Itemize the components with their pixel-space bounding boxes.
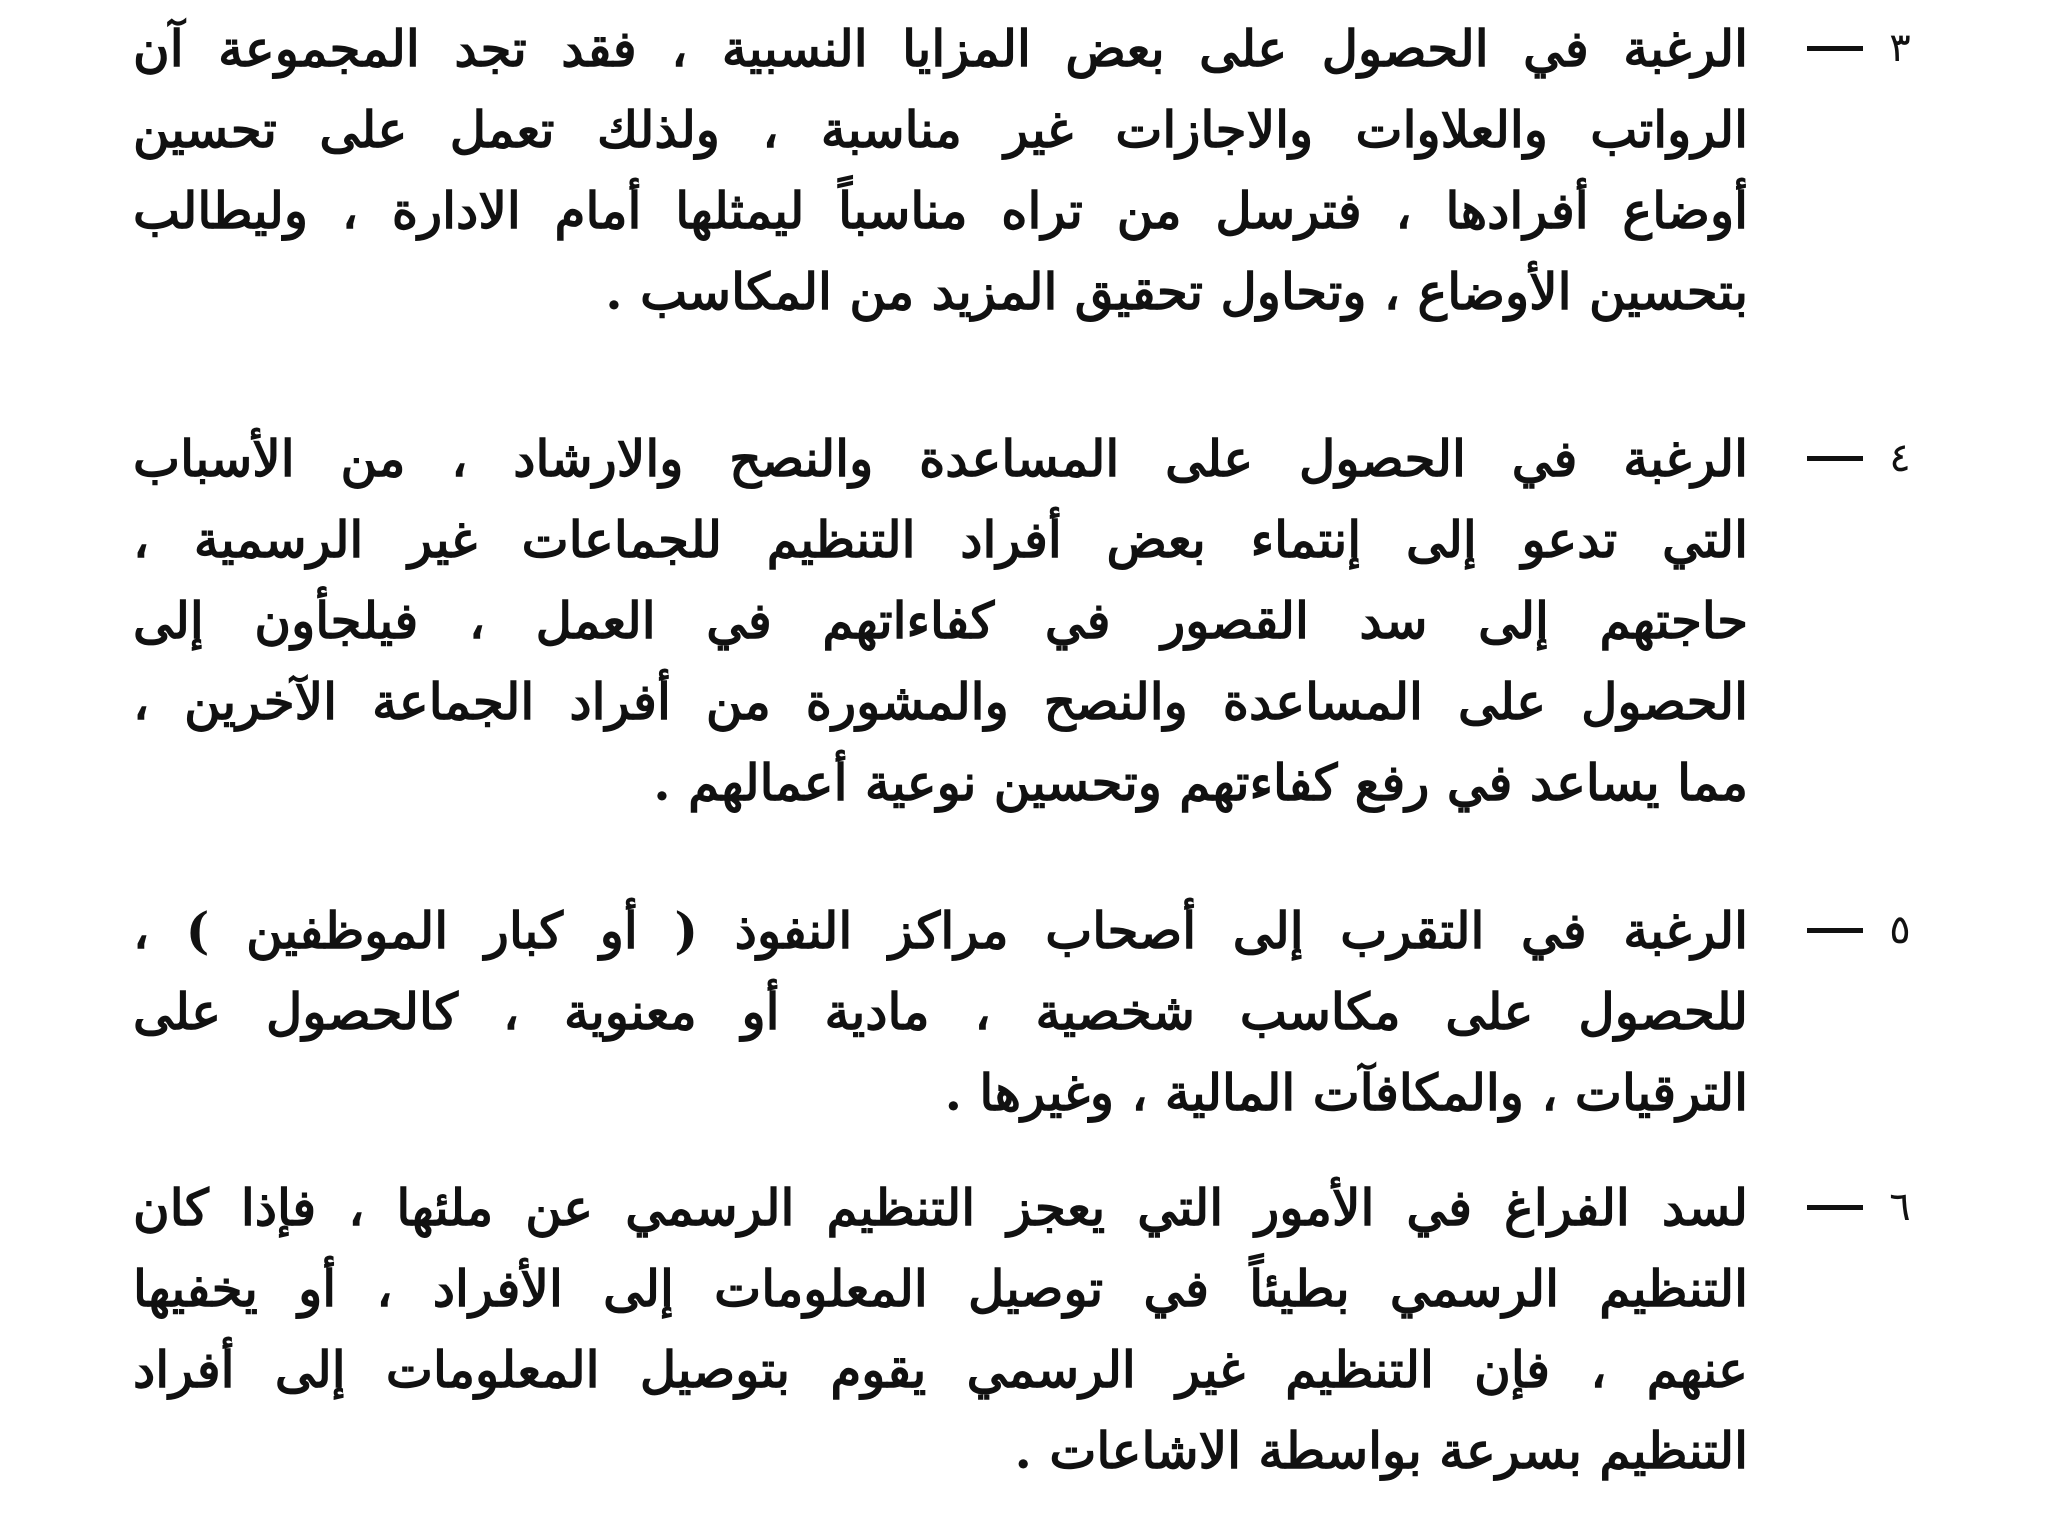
item-dash (1807, 928, 1863, 933)
text-line: حاجتهم إلى سد القصور في كفاءاتهم في العمل ، فيلجأون إلى (133, 591, 1748, 650)
text-line: مما يساعد في رفع كفاءتهم وتحسين نوعية أعمالهم . (653, 753, 1748, 812)
item-text (133, 1167, 1748, 1491)
item-number: ٤ (1889, 435, 1911, 481)
item-text (133, 8, 1748, 332)
text-line: الترقيات ، والمكافآت المالية ، وغيرها . (944, 1063, 1748, 1122)
item-text (133, 890, 1748, 1133)
text-line: لسد الفراغ في الأمور التي يعجز التنظيم الرسمي عن ملئها ، فإذا كان (133, 1178, 1748, 1237)
item-dash (1807, 456, 1863, 461)
text-line: الرغبة في التقرب إلى أصحاب مراكز النفوذ ( أو كبار الموظفين ) ، (133, 901, 1748, 960)
item-number: ٣ (1889, 25, 1911, 71)
item-number: ٦ (1889, 1184, 1911, 1230)
text-line: للحصول على مكاسب شخصية ، مادية أو معنوية ، كالحصول على (133, 982, 1748, 1041)
text-line: التي تدعو إلى إنتماء بعض أفراد التنظيم للجماعات غير الرسمية ، (133, 510, 1748, 569)
item-text (133, 418, 1748, 823)
item-dash (1807, 1205, 1863, 1210)
text-line: أوضاع أفرادها ، فترسل من تراه مناسباً ليمثلها أمام الادارة ، وليطالب (133, 181, 1748, 240)
item-number: ٥ (1889, 907, 1911, 953)
text-line: التنظيم بسرعة بواسطة الاشاعات . (1014, 1421, 1748, 1480)
text-line: الرغبة في الحصول على بعض المزايا النسبية ، فقد تجد المجموعة آن (133, 19, 1748, 78)
text-line: الرواتب والعلاوات والاجازات غير مناسبة ، ولذلك تعمل على تحسين (133, 100, 1748, 159)
text-line: الحصول على المساعدة والنصح والمشورة من أفراد الجماعة الآخرين ، (133, 672, 1748, 731)
text-line: الرغبة في الحصول على المساعدة والنصح والارشاد ، من الأسباب (133, 429, 1748, 488)
text-line: التنظيم الرسمي بطيئاً في توصيل المعلومات إلى الأفراد ، أو يخفيها (133, 1259, 1748, 1318)
item-dash (1807, 46, 1863, 51)
text-line: عنهم ، فإن التنظيم غير الرسمي يقوم بتوصيل المعلومات إلى أفراد (133, 1340, 1748, 1399)
text-line: بتحسين الأوضاع ، وتحاول تحقيق المزيد من المكاسب . (605, 262, 1748, 321)
